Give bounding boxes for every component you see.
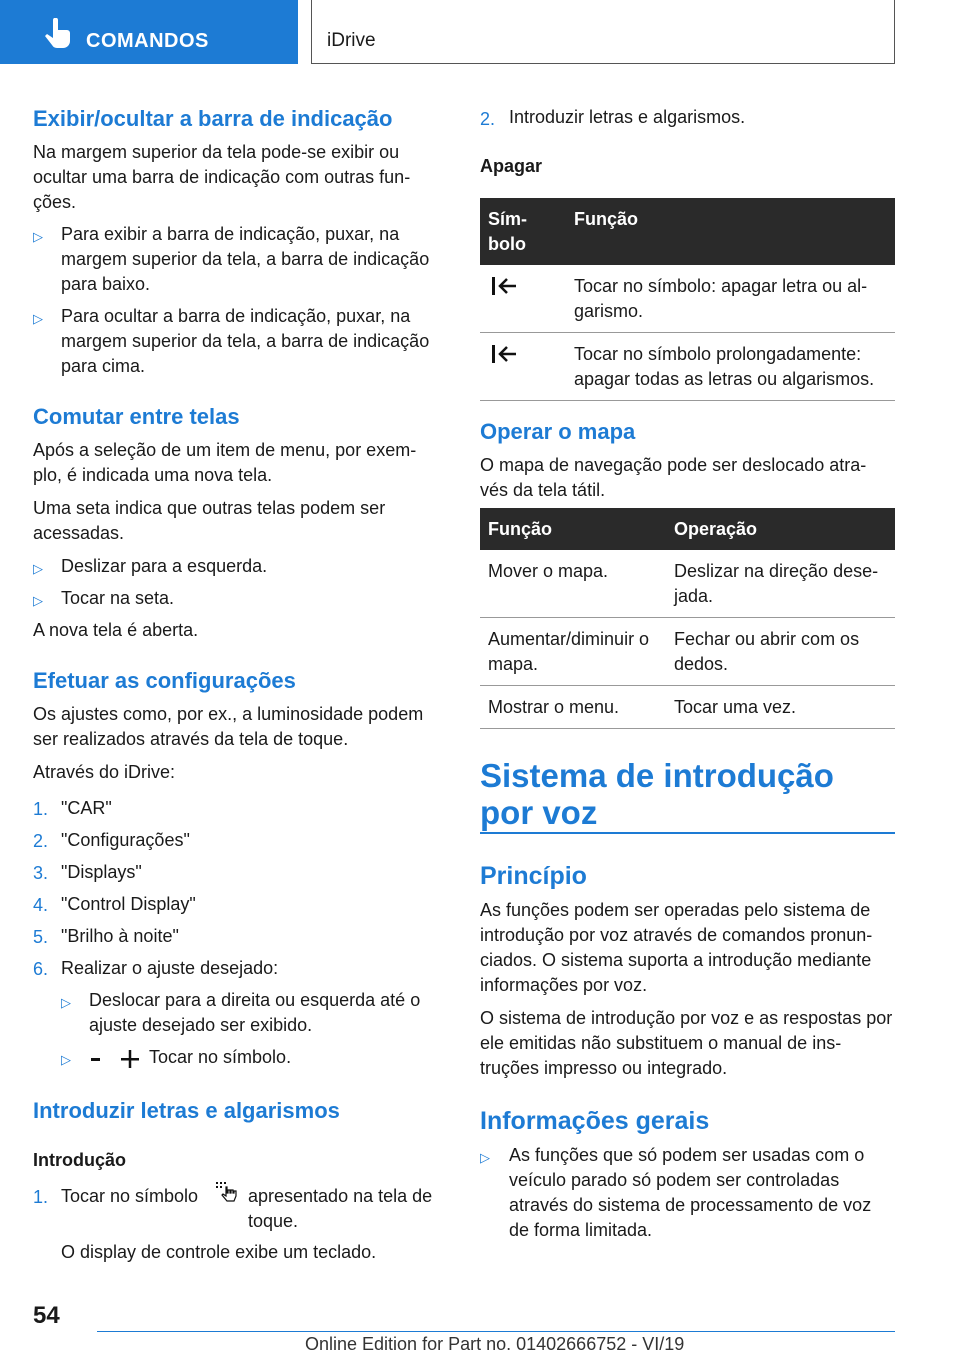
- list-item: Para ocultar a barra de indicação, puxar, na margem superior da tela, a barra de indicação para cima.: [61, 306, 430, 376]
- tab-comandos[interactable]: [0, 0, 298, 64]
- section-title-map: Operar o mapa: [480, 419, 636, 444]
- step-item: Tocar no símbolo: [61, 1186, 199, 1206]
- table-row: [480, 686, 895, 729]
- step-item: "Brilho à noite": [61, 926, 179, 946]
- tab-comandos-label: COMANDOS: [86, 30, 209, 52]
- list-item: As funções que só podem ser usadas com o veículo parado só podem ser controladas através do sistema de processamento de voz de forma limitada.: [509, 1145, 872, 1240]
- bullet-triangle-icon: ▷: [33, 229, 43, 244]
- chapter-title: Sistema de introdução por voz: [480, 757, 834, 831]
- section-title-settings: Efetuar as configurações: [33, 668, 296, 693]
- map-operation-table: [480, 508, 895, 729]
- list-item: Para exibir a barra de indicação, puxar, na margem superior da tela, a barra de indicação para baixo.: [61, 224, 430, 294]
- step-item: apresentado na tela de toque.: [248, 1186, 433, 1231]
- section-title-letters: Introduzir letras e algarismos: [33, 1098, 340, 1123]
- paragraph: O mapa de navegação pode ser deslocado atra- vés da tela tátil.: [480, 455, 867, 500]
- bullet-triangle-icon: ▷: [480, 1150, 490, 1165]
- list-item: Deslocar para a direita ou esquerda até o ajuste desejado ser exibido.: [89, 990, 421, 1035]
- paragraph: As funções podem ser operadas pelo sistema de introdução por voz através de comandos pronun- ciados. O sistema suporta a introdução mediante informações por voz.: [480, 900, 873, 995]
- paragraph: Na margem superior da tela pode-se exibir ou ocultar uma barra de indicação com outras fun- ções.: [33, 142, 411, 212]
- table-cell: Aumentar/diminuir o mapa.: [480, 618, 666, 686]
- backspace-icon[interactable]: [488, 274, 520, 298]
- symbol-table: [480, 198, 895, 401]
- table-cell: Fechar ou abrir com os dedos.: [666, 618, 895, 686]
- bullet-triangle-icon: ▷: [33, 311, 43, 326]
- table-header: Função: [566, 198, 895, 265]
- step-item: "CAR": [61, 798, 112, 818]
- table-cell: Tocar no símbolo: apagar letra ou al- garismo.: [566, 265, 895, 333]
- bullet-triangle-icon: ▷: [61, 995, 71, 1010]
- table-header: Sím- bolo: [480, 198, 566, 265]
- table-header: Função: [480, 508, 666, 550]
- step-number: 4.: [33, 895, 49, 915]
- table-cell: Deslizar na direção dese- jada.: [666, 550, 895, 618]
- subheading-delete: Apagar: [480, 156, 543, 176]
- paragraph: O sistema de introdução por voz e as respostas por ele emitidas não substituem o manual de ins- truções impresso ou integrado.: [480, 1008, 893, 1078]
- bullet-triangle-icon: ▷: [61, 1052, 71, 1067]
- paragraph: Através do iDrive:: [33, 762, 176, 782]
- list-item: Tocar na seta.: [61, 588, 175, 608]
- step-number: 2.: [480, 109, 496, 129]
- page-number: 54: [33, 1302, 60, 1329]
- bullet-triangle-icon: ▷: [33, 561, 43, 576]
- section-title-general-info: Informações gerais: [480, 1107, 710, 1135]
- tab-idrive-label: iDrive: [327, 30, 376, 51]
- section-title-indicator-bar: Exibir/ocultar a barra de indicação: [33, 106, 393, 131]
- tab-idrive[interactable]: [311, 0, 895, 64]
- list-item: Tocar no símbolo.: [149, 1047, 292, 1067]
- paragraph: A nova tela é aberta.: [33, 620, 199, 640]
- section-title-switch-screens: Comutar entre telas: [33, 404, 240, 429]
- step-item: "Displays": [61, 862, 142, 882]
- step-item: "Control Display": [61, 894, 196, 914]
- step-item: Introduzir letras e algarismos.: [509, 107, 746, 127]
- table-header: Operação: [666, 508, 895, 550]
- step-number: 5.: [33, 927, 49, 947]
- edition-note: Online Edition for Part no. 01402666752 - VI/19: [305, 1334, 685, 1354]
- paragraph: O display de controle exibe um teclado.: [61, 1242, 377, 1262]
- chapter-divider: [480, 832, 895, 834]
- table-cell: Mover o mapa.: [480, 550, 666, 618]
- step-number: 2.: [33, 831, 49, 851]
- step-item: "Configurações": [61, 830, 190, 850]
- paragraph: Uma seta indica que outras telas podem ser acessadas.: [33, 498, 386, 543]
- table-cell: Mostrar o menu.: [480, 686, 666, 729]
- minus-plus-icon: [89, 1048, 141, 1072]
- section-title-principle: Princípio: [480, 862, 587, 890]
- paragraph: Os ajustes como, por ex., a luminosidade podem ser realizados através da tela de toque.: [33, 704, 424, 749]
- keyboard-touch-icon: [214, 1179, 240, 1203]
- table-row: [480, 618, 895, 686]
- step-number: 6.: [33, 959, 49, 979]
- hand-pointer-icon: [44, 18, 70, 48]
- list-item: Deslizar para a esquerda.: [61, 556, 268, 576]
- subheading-introduction: Introdução: [33, 1150, 126, 1170]
- footer-divider: [97, 1331, 895, 1332]
- paragraph: Após a seleção de um item de menu, por exem- plo, é indicada uma nova tela.: [33, 440, 417, 485]
- backspace-icon[interactable]: [488, 342, 520, 366]
- step-number: 1.: [33, 799, 49, 819]
- bullet-triangle-icon: ▷: [33, 593, 43, 608]
- table-cell: Tocar uma vez.: [666, 686, 895, 729]
- step-number: 1.: [33, 1187, 49, 1207]
- table-cell: Tocar no símbolo prolongadamente: apagar todas as letras ou algarismos.: [566, 333, 895, 401]
- step-item: Realizar o ajuste desejado:: [61, 958, 279, 978]
- step-number: 3.: [33, 863, 49, 883]
- table-row: [480, 550, 895, 618]
